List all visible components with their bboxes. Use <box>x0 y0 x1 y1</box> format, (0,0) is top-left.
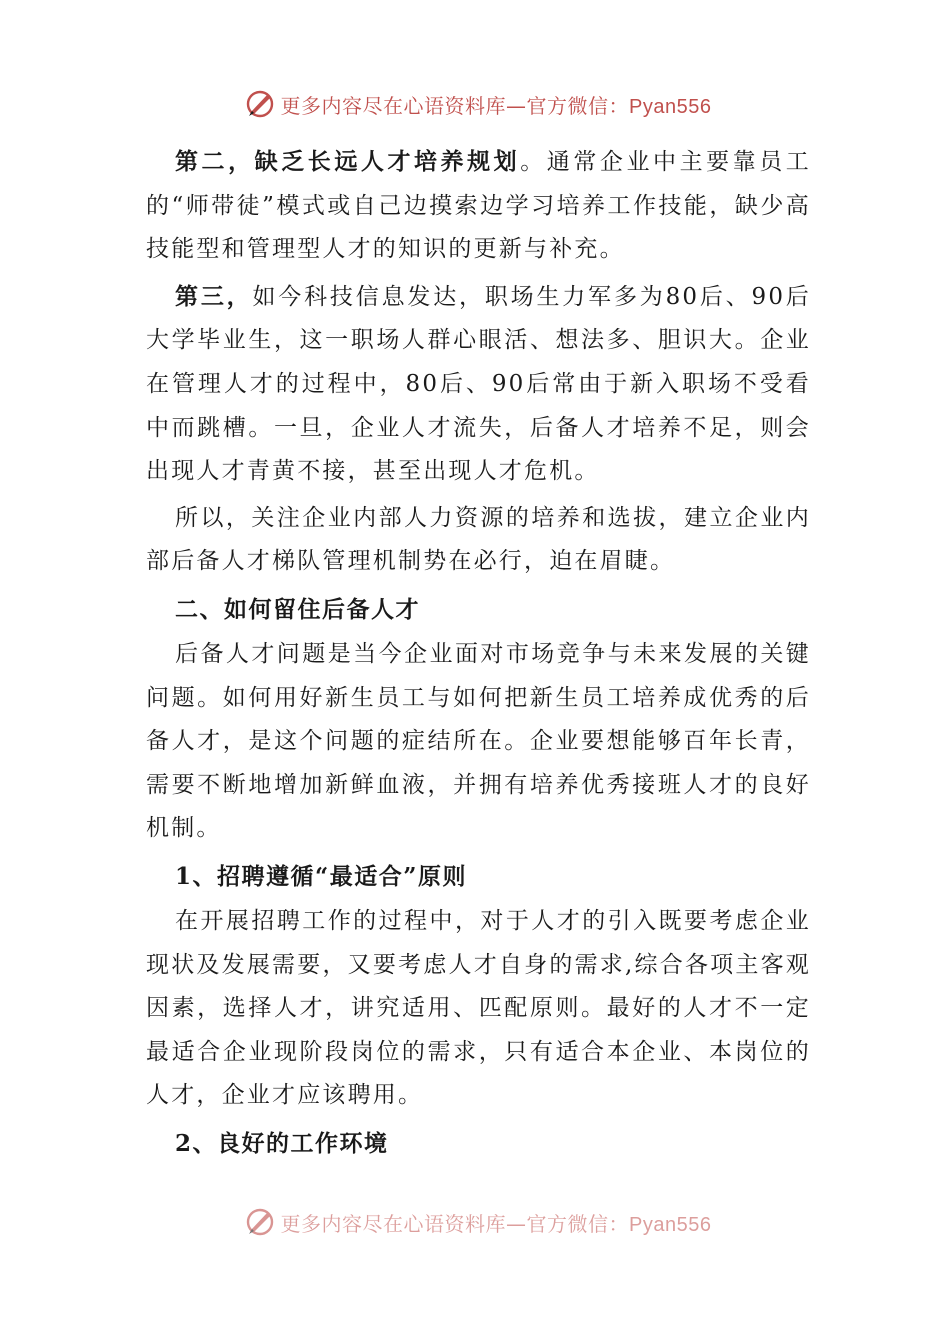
paragraph-lead: 第三， <box>175 282 253 310</box>
banner-text: 更多内容尽在心语资料库—官方微信：Pyan556 <box>280 1211 712 1236</box>
paragraph-backup-talent: 后备人才问题是当今企业面对市场竞争与未来发展的关键问题。如何用好新生员工与如何把新生员工培养成优秀的后备人才，是这个问题的症结所在。企业要想能够百年长青，需要不断地增加新鲜血液，并拥有培养优秀接班人才的良好机制。 <box>146 640 811 842</box>
paragraph-conclusion: 所以，关注企业内部人力资源的培养和选拔，建立企业内部后备人才梯队管理机制势在必行，迫在眉睫。 <box>146 504 811 575</box>
section-heading-retain-talent: 二、如何留住后备人才 <box>175 595 420 623</box>
subheading-recruitment: 1、招聘遵循“最适合”原则 <box>175 862 467 890</box>
paragraph-lack-planning: 第二，缺乏长远人才培养规划。通常企业中主要靠员工的“师带徒”模式或自己边摸索边学习培养工作技能，缺少高技能型和管理型人才的知识的更新与补充。 <box>146 148 811 263</box>
header-banner <box>0 84 950 124</box>
paragraph-lead: 第二，缺乏长远人才培养规划 <box>175 148 521 175</box>
subheading-work-environment: 2、良好的工作环境 <box>175 1129 389 1157</box>
paragraph-tech-info: 第三，如今科技信息发达，职场生力军多为80后、90后大学毕业生，这一职场人群心眼活、想法多、胆识大。企业在管理人才的过程中，80后、90后常由于新入职场不受看中而跳槽。一旦，企业人才流失，后备人才培养不足，则会出现人才青黄不接，甚至出现人才危机。 <box>146 282 811 485</box>
pen-logo-icon <box>245 89 275 119</box>
footer-banner <box>0 1202 950 1242</box>
paragraph-recruitment: 在开展招聘工作的过程中，对于人才的引入既要考虑企业现状及发展需要，又要考虑人才自身的需求,综合各项主客观因素，选择人才，讲究适用、匹配原则。最好的人才不一定最适合企业现阶段岗位的需求，只有适合本企业、本岗位的人才，企业才应该聘用。 <box>146 907 811 1109</box>
document-body <box>146 140 811 1167</box>
banner-text: 更多内容尽在心语资料库—官方微信：Pyan556 <box>280 93 712 118</box>
pen-logo-icon <box>245 1207 275 1237</box>
